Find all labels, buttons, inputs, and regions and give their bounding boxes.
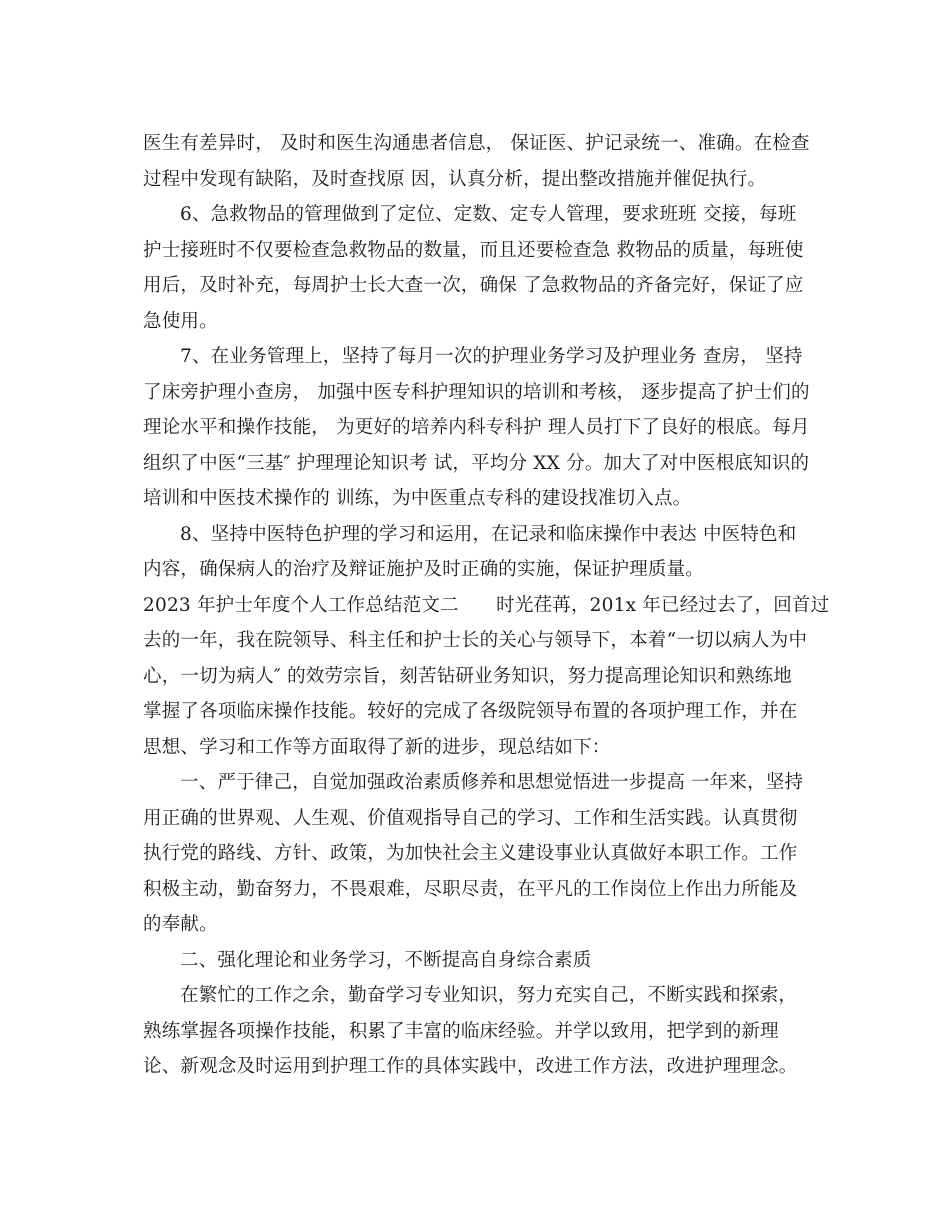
section-heading-line: 二、强化理论和业务学习，不断提高自身综合素质 (180, 949, 592, 971)
paragraph-item-7 (143, 339, 809, 517)
text-line: 内容，确保病人的治疗及辩证施护及时正确的实施，保证护理质量。 (143, 559, 705, 580)
text-line: 组织了中医“三基″ 护理理论知识考 试，平均分 XX 分。加大了对中医根底知识的 (143, 452, 810, 474)
text-line: 熟练掌握各项操作技能，积累了丰富的临床经验。并学以致用，把学到的新理 (143, 1020, 779, 1042)
section-title-line: 2023 年护士年度个人工作总结范文二 时光荏苒，201x 年已经过去了，回首过 (143, 594, 830, 616)
text-line: 7、在业务管理上，坚持了每月一次的护理业务学习及护理业务 查房， 坚持 (180, 346, 803, 367)
text-line: 一、严于律己，自觉加强政治素质修养和思想觉悟进一步提高 一年来，坚持 (180, 772, 804, 793)
text-line: 心，一切为病人″ 的效劳宗旨，刻苦钻研业务知识，努力提高理论知识和熟练地 (143, 665, 792, 687)
text-line: 去的一年，我在院领导、科主任和护士长的关心与领导下，本着“一切以病人为中 (143, 630, 808, 651)
text-line: 执行党的路线、方针、政策，为加快社会主义建设事业认真做好本职工作。工作 (143, 843, 798, 864)
paragraph-summary-intro (143, 588, 830, 766)
paragraph-continuation (143, 126, 809, 197)
text-line: 医生有差异时， 及时和医生沟通患者信息， 保证医、护记录统一、准确。在检查 (143, 133, 810, 154)
paragraph-section-two-heading (143, 943, 809, 979)
text-line: 积极主动，勤奋努力，不畏艰难，尽职尽责，在平凡的工作岗位上作出力所能及 (143, 878, 798, 900)
text-line: 思想、学习和工作等方面取得了新的进步，现总结如下： (143, 736, 611, 758)
text-line: 6、急救物品的管理做到了定位、定数、定专人管理，要求班班 交接，每班 (180, 204, 797, 225)
paragraph-item-8 (143, 517, 809, 588)
document-body (143, 126, 830, 1085)
text-line: 用正确的世界观、人生观、价值观指导自己的学习、工作和生活实践。认真贯彻 (143, 807, 798, 829)
text-line: 培训和中医技术操作的 训练，为中医重点专科的建设找准切入点。 (143, 488, 692, 509)
text-line: 8、坚持中医特色护理的学习和运用，在记录和临床操作中表达 中医特色和 (180, 523, 797, 545)
paragraph-section-two-body (143, 978, 809, 1085)
paragraph-section-one (143, 765, 809, 943)
text-line: 了床旁护理小查房， 加强中医专科护理知识的培训和考核， 逐步提高了护士们的 (143, 381, 810, 403)
text-line: 在繁忙的工作之余，勤奋学习专业知识，努力充实自己，不断实践和探索， (180, 985, 798, 1006)
text-line: 论、新观念及时运用到护理工作的具体实践中，改进工作方法，改进护理理念。 (143, 1056, 798, 1077)
text-line: 急使用。 (143, 310, 218, 332)
text-line: 理论水平和操作技能， 为更好的培养内科专科护 理人员打下了良好的根底。每月 (143, 417, 810, 438)
text-line: 用后，及时补充，每周护士长大查一次，确保 了急救物品的齐备完好，保证了应 (143, 275, 804, 296)
text-line: 掌握了各项临床操作技能。较好的完成了各级院领导布置的各项护理工作，并在 (143, 701, 798, 722)
paragraph-item-6 (143, 197, 809, 339)
text-line: 过程中发现有缺陷，及时查找原 因，认真分析，提出整改措施并催促执行。 (143, 168, 767, 190)
text-line: 护士接班时不仅要检查急救物品的数量，而且还要检查急 救物品的质量，每班使 (143, 239, 804, 261)
text-line: 的奉献。 (143, 914, 218, 935)
